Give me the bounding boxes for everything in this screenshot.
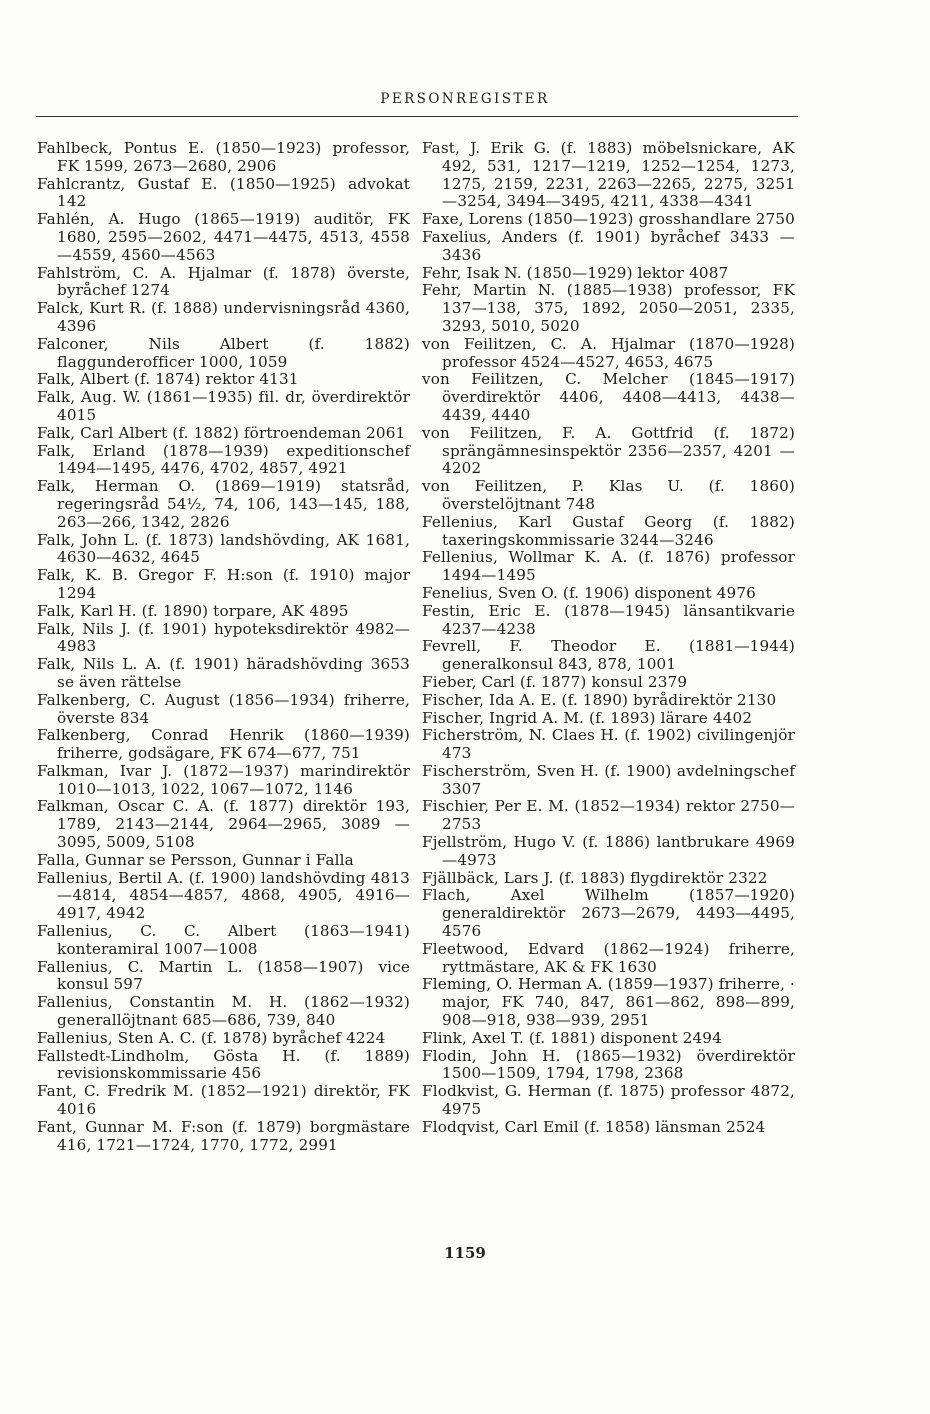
register-entry: Fjellström, Hugo V. (f. 1886) lantbrukare 4969—4973	[422, 833, 795, 869]
register-entry: Fahlcrantz, Gustaf E. (1850—1925) advokat 142	[37, 174, 410, 211]
register-entry: Fehr, Isak N. (1850—1929) lektor 4087	[422, 263, 729, 282]
register-entry: Fant, C. Fredrik M. (1852—1921) direktör, FK 4016	[37, 1082, 410, 1119]
register-entry: Flodkvist, G. Herman (f. 1875) professor 4872, 4975	[422, 1082, 795, 1119]
register-entry: Fallenius, Constantin M. H. (1862—1932) generallöjtnant 685—686, 739, 840	[37, 993, 410, 1030]
register-entry: Fellenius, Karl Gustaf Georg (f. 1882) taxeringskommissarie 3244—3246	[422, 512, 795, 549]
register-entry: Fallenius, C. Martin L. (1858—1907) vice konsul 597	[37, 957, 410, 994]
register-entry: Fjällbäck, Lars J. (f. 1883) flygdirektör 2322	[422, 868, 768, 887]
header-rule	[36, 116, 798, 117]
register-entry: Fahlén, A. Hugo (1865—1919) auditör, FK 1680, 2595—2602, 4471—4475, 4513, 4558—4559, 4560—4563	[37, 210, 410, 264]
register-entry: Falk, Aug. W. (1861—1935) fil. dr, överdirektör 4015	[37, 388, 410, 424]
register-entry: von Feilitzen, P. Klas U. (f. 1860) överstelöjtnant 748	[422, 477, 795, 513]
register-entry: Fahlbeck, Pontus E. (1850—1923) professor, FK 1599, 2673—2680, 2906	[37, 139, 410, 175]
register-entry: Faxelius, Anders (f. 1901) byråchef 3433 —3436	[422, 227, 795, 264]
register-entry: Fallstedt-Lindholm, Gösta H. (f. 1889) revisionskommissarie 456	[37, 1046, 410, 1083]
running-header: PERSONREGISTER	[380, 91, 550, 107]
register-entry: Ficherström, N. Claes H. (f. 1902) civilingenjör 473	[422, 726, 795, 763]
register-entry: Falk, Herman O. (1869—1919) statsråd, regeringsråd 54½, 74, 106, 143—145, 188, 263—266, 1342, 2826	[37, 477, 410, 531]
register-entry: von Feilitzen, C. Melcher (1845—1917) överdirektör 4406, 4408—4413, 4438—4439, 4440	[422, 370, 795, 424]
register-entry: Falkman, Oscar C. A. (f. 1877) direktör 193, 1789, 2143—2144, 2964—2965, 3089 —3095, 5009, 5108	[37, 797, 410, 852]
register-entry: Fenelius, Sven O. (f. 1906) disponent 4976	[422, 583, 756, 602]
right-column	[422, 140, 795, 1137]
register-entry: Falk, Karl H. (f. 1890) torpare, AK 4895	[37, 601, 349, 620]
register-entry: Falk, K. B. Gregor F. H:son (f. 1910) major 1294	[37, 566, 410, 602]
register-entry: Fischerström, Sven H. (f. 1900) avdelningschef 3307	[422, 761, 795, 798]
register-entry: Falk, John L. (f. 1873) landshövding, AK 1681, 4630—4632, 4645	[37, 530, 410, 567]
register-entry: Fieber, Carl (f. 1877) konsul 2379	[422, 672, 688, 691]
register-entry: Fallenius, Sten A. C. (f. 1878) byråchef 4224	[37, 1028, 386, 1047]
register-entry: Festin, Eric E. (1878—1945) länsantikvarie 4237—4238	[422, 601, 795, 638]
register-entry: Falk, Carl Albert (f. 1882) förtroendeman 2061	[37, 423, 406, 442]
register-entry: Falk, Albert (f. 1874) rektor 4131	[37, 370, 299, 389]
register-entry: von Feilitzen, C. A. Hjalmar (1870—1928) professor 4524—4527, 4653, 4675	[422, 334, 795, 371]
page-number: 1159	[444, 1244, 486, 1262]
register-entry: Falkman, Ivar J. (1872—1937) marindirektör 1010—1013, 1022, 1067—1072, 1146	[37, 761, 410, 798]
register-entry: Flodin, John H. (1865—1932) överdirektör 1500—1509, 1794, 1798, 2368	[422, 1046, 795, 1083]
register-entry: von Feilitzen, F. A. Gottfrid (f. 1872) sprängämnesinspektör 2356—2357, 4201 —4202	[422, 423, 795, 478]
register-entry: Fahlström, C. A. Hjalmar (f. 1878) överste, byråchef 1274	[37, 263, 410, 300]
register-entry: Faxe, Lorens (1850—1923) grosshandlare 2750	[422, 210, 795, 229]
register-entry: Fleming, O. Herman A. (1859—1937) friherre, · major, FK 740, 847, 861—862, 898—899, 908—918, 938—939, 2951	[422, 975, 795, 1030]
register-entry: Falkenberg, C. August (1856—1934) friherre, överste 834	[37, 690, 410, 727]
register-entry: Fant, Gunnar M. F:son (f. 1879) borgmästare 416, 1721—1724, 1770, 1772, 2991	[37, 1117, 410, 1154]
register-entry: Flink, Axel T. (f. 1881) disponent 2494	[422, 1028, 722, 1047]
register-entry: Falk, Erland (1878—1939) expeditionschef 1494—1495, 4476, 4702, 4857, 4921	[37, 441, 410, 478]
register-entry: Fischier, Per E. M. (1852—1934) rektor 2750—2753	[422, 797, 795, 834]
register-entry: Fast, J. Erik G. (f. 1883) möbelsnickare, AK 492, 531, 1217—1219, 1252—1254, 1273, 1275, 2159, 2231, 2263—2265, 2275, 3251—3254, 3494—3495, 4211, 4338—4341	[422, 139, 795, 211]
register-entry: Fehr, Martin N. (1885—1938) professor, FK 137—138, 375, 1892, 2050—2051, 2335, 3293, 5010, 5020	[422, 281, 795, 335]
left-column	[37, 140, 410, 1154]
register-entry: Falck, Kurt R. (f. 1888) undervisningsråd 4360, 4396	[37, 299, 410, 335]
register-entry: Falkenberg, Conrad Henrik (1860—1939) friherre, godsägare, FK 674—677, 751	[37, 726, 410, 763]
register-entry: Fallenius, Bertil A. (f. 1900) landshövding 4813—4814, 4854—4857, 4868, 4905, 4916—4917, 4942	[37, 868, 410, 923]
register-entry: Fleetwood, Edvard (1862—1924) friherre, ryttmästare, AK & FK 1630	[422, 939, 795, 976]
register-entry: Falconer, Nils Albert (f. 1882) flaggunderofficer 1000, 1059	[37, 334, 410, 371]
register-entry: Flodqvist, Carl Emil (f. 1858) länsman 2524	[422, 1117, 766, 1136]
register-entry: Fevrell, F. Theodor E. (1881—1944) generalkonsul 843, 878, 1001	[422, 637, 795, 674]
register-entry: Falk, Nils L. A. (f. 1901) häradshövding 3653 se även rättelse	[37, 655, 410, 691]
register-entry: Fischer, Ida A. E. (f. 1890) byrådirektör 2130	[422, 690, 777, 709]
register-entry: Flach, Axel Wilhelm (1857—1920) generaldirektör 2673—2679, 4493—4495, 4576	[422, 886, 795, 941]
register-entry: Fellenius, Wollmar K. A. (f. 1876) professor 1494—1495	[422, 548, 795, 585]
register-entry: Fallenius, C. C. Albert (1863—1941) konteramiral 1007—1008	[37, 922, 410, 958]
register-entry: Falla, Gunnar se Persson, Gunnar i Falla	[37, 850, 354, 869]
register-entry: Falk, Nils J. (f. 1901) hypoteksdirektör 4982—4983	[37, 619, 410, 656]
register-entry: Fischer, Ingrid A. M. (f. 1893) lärare 4402	[422, 708, 753, 727]
